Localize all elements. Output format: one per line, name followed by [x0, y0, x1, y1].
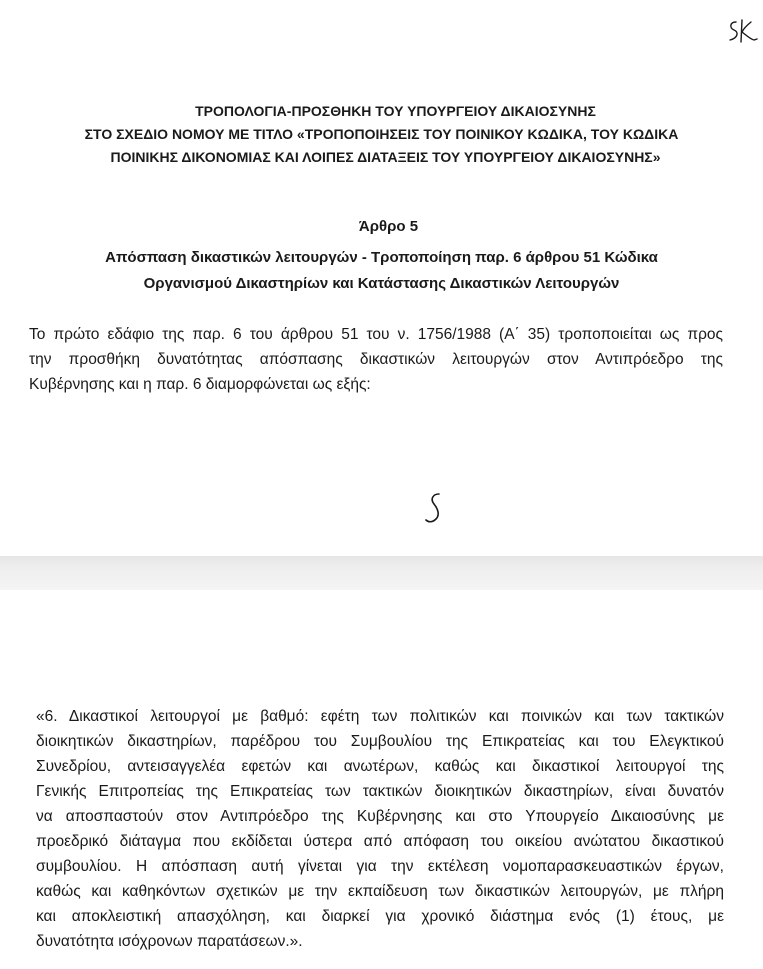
amendment-line: Συνεδρίου, αντεισαγγελέα εφετών και ανωτέρων, καθώς και δικαστικοί λειτουργοί της — [36, 758, 724, 775]
amendment-paragraph — [36, 704, 724, 954]
amendment-line: και αποκλειστική απασχόληση, και διαρκεί για χρονικό διάστημα ενός (1) έτους, με — [36, 908, 724, 925]
page-separator — [0, 556, 763, 590]
amendment-line: προεδρικό διάταγμα που εκδίδεται ύστερα από απόφαση του οικείου ανώτατου δικαστικού — [36, 833, 724, 850]
handwritten-initials-icon — [724, 16, 758, 46]
header-line-2: ΣΤΟ ΣΧΕΔΙΟ ΝΟΜΟΥ ΜΕ ΤΙΤΛΟ «ΤΡΟΠΟΠΟΙΗΣΕΙΣ ΤΟΥ ΠΟΙΝΙΚΟΥ ΚΩΔΙΚΑ, ΤΟΥ ΚΩΔΙΚΑ — [84, 126, 679, 142]
document-page-2 — [0, 590, 763, 969]
amendment-line: να αποσπαστούν στον Αντιπρόεδρο της Κυβέρνησης και στο Υπουργείο Δικαιοσύνης με — [36, 808, 724, 825]
article-number: Άρθρο 5 — [358, 218, 419, 235]
intro-line: Κυβέρνησης και η παρ. 6 διαμορφώνεται ως εξής: — [29, 376, 371, 393]
intro-line: την προσθήκη δυνατότητας απόσπασης δικαστικών λειτουργών στον Αντιπρόεδρο της — [29, 351, 723, 368]
article-title-line-1: Απόσπαση δικαστικών λειτουργών - Τροποποίηση παρ. 6 άρθρου 51 Κώδικα — [105, 249, 658, 266]
amendment-line: διοικητικών δικαστηρίων, παρέδρου του Συμβουλίου της Επικρατείας και του Ελεγκτικού — [36, 733, 724, 750]
intro-paragraph — [29, 322, 723, 397]
amendment-line: καθώς και καθηκόντων σχετικών με την εκπαίδευση των δικαστικών λειτουργών, με πλήρη — [36, 883, 724, 900]
article-title-line-2: Οργανισμού Δικαστηρίων και Κατάστασης Δικαστικών Λειτουργών — [143, 275, 620, 292]
handwritten-mark-icon — [420, 489, 450, 527]
amendment-line: Γενικής Επιτροπείας της Επικρατείας των τακτικών διοικητικών δικαστηρίων, είναι δυνατόν — [36, 783, 724, 800]
intro-line: Το πρώτο εδάφιο της παρ. 6 του άρθρου 51 του ν. 1756/1988 (Α΄ 35) τροποποιείται ως προς — [29, 326, 723, 343]
header-line-3: ΠΟΙΝΙΚΗΣ ΔΙΚΟΝΟΜΙΑΣ ΚΑΙ ΛΟΙΠΕΣ ΔΙΑΤΑΞΕΙΣ ΤΟΥ ΥΠΟΥΡΓΕΙΟΥ ΔΙΚΑΙΟΣΥΝΗΣ» — [110, 149, 661, 165]
amendment-line: «6. Δικαστικοί λειτουργοί με βαθμό: εφέτη των πολιτικών και ποινικών και των τακτικών — [36, 708, 724, 725]
amendment-line: δυνατότητα ισόχρονων παρατάσεων.». — [36, 933, 303, 950]
document-header — [0, 100, 763, 169]
amendment-line: συμβουλίου. Η απόσπαση αυτή γίνεται για την εκτέλεση νομοπαρασκευαστικών έργων, — [36, 858, 724, 875]
header-line-1: ΤΡΟΠΟΛΟΓΙΑ-ΠΡΟΣΘΗΚΗ ΤΟΥ ΥΠΟΥΡΓΕΙΟΥ ΔΙΚΑΙΟΣΥΝΗΣ — [195, 103, 596, 119]
